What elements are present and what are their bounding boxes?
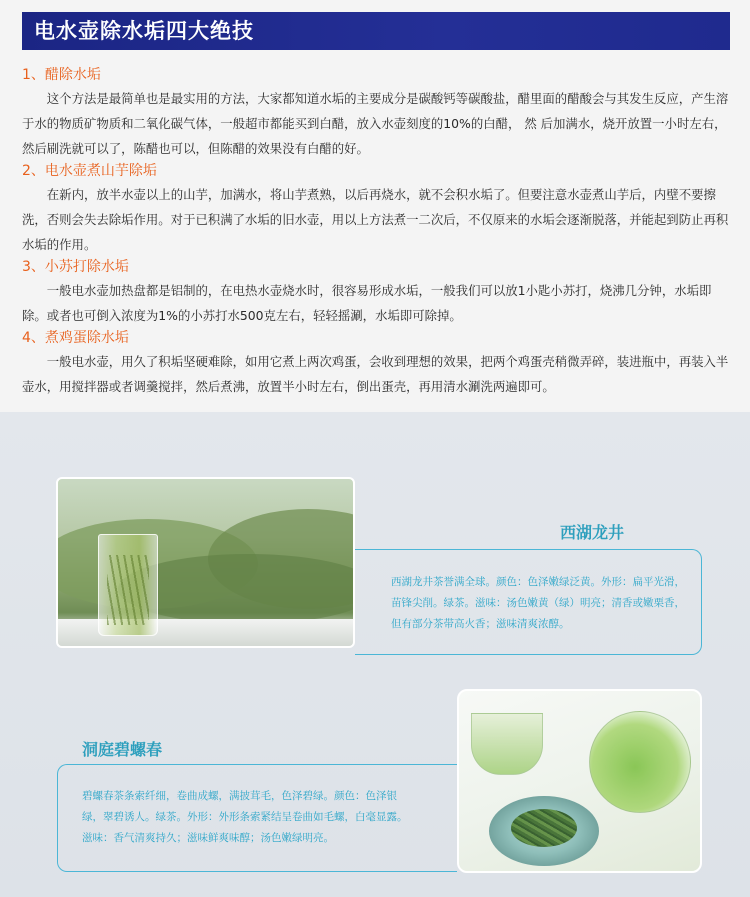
section-heading: 2、电水壶煮山芋除垢	[22, 163, 157, 179]
section-paragraph: 一般电水壶加热盘都是铝制的，在电热水壶烧水时，很容易形成水垢，一般我们可以放1小匙小苏打，烧沸几分钟，水垢即除。或者也可倒入浓度为1%的小苏打水500克左右，轻轻摇涮，水垢即可除掉。	[22, 283, 712, 323]
tea-description-longjing: 西湖龙井茶誉满全球。颜色：色泽嫩绿泛黄。外形：扁平光滑，苗锋尖削。绿茶。滋味：汤色嫩黄（绿）明亮；清香或嫩栗香，但有部分茶带高火香；滋味清爽浓醇。	[391, 576, 685, 630]
tea-cup-icon	[471, 713, 543, 775]
tea-description-biluochun: 碧螺春茶条索纤细，卷曲成螺，满披茸毛，色泽碧绿。颜色：色泽银绿，翠碧诱人。绿茶。外形：外形条索紧结呈卷曲如毛螺，白毫显露。滋味：香气清爽持久；滋味鲜爽味醇；汤色嫩绿明亮。	[82, 790, 408, 844]
article-section	[0, 0, 750, 412]
section-paragraph: 一般电水壶，用久了积垢坚硬难除，如用它煮上两次鸡蛋，会收到理想的效果，把两个鸡蛋壳稍微弄碎，装进瓶中，再装入半壶水，用搅拌器或者调羹搅拌，然后煮沸，放置半小时左右，倒出蛋壳，再用清水涮洗两遍即可。	[22, 354, 729, 394]
teapot-icon	[589, 711, 691, 813]
article-body	[22, 65, 732, 399]
section-heading: 1、醋除水垢	[22, 67, 101, 83]
section-paragraph: 这个方法是最简单也是最实用的方法，大家都知道水垢的主要成分是碳酸钙等碳酸盐，醋里面的醋酸会与其发生反应，产生溶于水的物质矿物质和二氧化碳气体，一般超市都能买到白醋，放入水壶刻度的10%的白醋， 然 后加满水，烧开放置一小时左右，然后刷洗就可以了，陈醋也可以，但陈醋的效果没有白醋的好。	[22, 91, 729, 156]
tea-name-biluochun: 洞庭碧螺春	[82, 740, 163, 759]
biluochun-photo	[457, 689, 702, 873]
tea-glass-icon	[98, 534, 158, 636]
section-heading: 3、小苏打除水垢	[22, 259, 129, 275]
longjing-photo	[56, 477, 355, 648]
tea-leaves-icon	[511, 809, 577, 847]
page-title: 电水壶除水垢四大绝技	[22, 12, 730, 50]
section-paragraph: 在新内，放半水壶以上的山芋，加满水，将山芋煮熟，以后再烧水，就不会积水垢了。但要注意水壶煮山芋后，内壁不要擦洗，否则会失去除垢作用。对于已积满了水垢的旧水壶，用以上方法煮一二次后，不仅原来的水垢会逐渐脱落，并能起到防止再积水垢的作用。	[22, 187, 729, 252]
section-heading: 4、煮鸡蛋除水垢	[22, 330, 129, 346]
tea-name-longjing: 西湖龙井	[560, 523, 625, 542]
